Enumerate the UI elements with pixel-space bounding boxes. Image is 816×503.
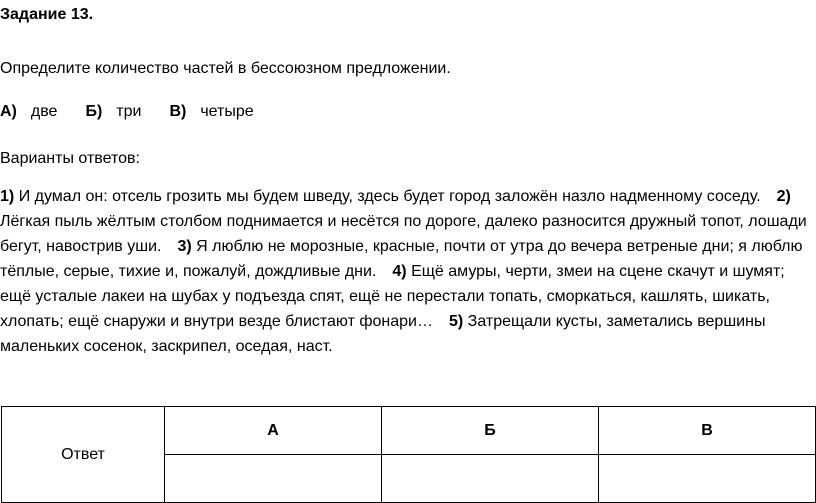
sentence-1-text: И думал он: отсель грозить мы будем шведу, здесь будет город заложён назло надменному соседу.: [18, 188, 761, 205]
sentence-2-number: 2): [776, 188, 791, 205]
answer-options: [0, 99, 254, 124]
answer-header-b: Б: [382, 407, 599, 455]
sentence-4-text: Ещё амуры, черти, змеи на сцене скачут и шумят; ещё усталые лакеи на шубах у подъезда спят, ещё не перестали топать, сморкаться, кашлять, шикать, хлопать; ещё снаружи и внутри везде блистают фонари…: [0, 263, 785, 330]
option-a-text: две: [30, 103, 58, 120]
task-instruction: Определите количество частей в бессоюзном предложении.: [0, 60, 451, 77]
task-title: Задание 13.: [0, 6, 94, 23]
answer-cell-a[interactable]: [165, 455, 382, 503]
sentence-5-text: Затрещали кусты, заметались вершины маленьких сосенок, заскрипел, оседая, наст.: [0, 313, 766, 355]
variants-label: Варианты ответов:: [0, 150, 140, 167]
sentence-3-text: Я люблю не морозные, красные, почти от утра до вечера ветреные дни; я люблю тёплые, серые, тихие и, пожалуй, дождливые дни.: [0, 238, 803, 280]
option-b-letter: Б): [85, 103, 103, 120]
answer-table: [1, 406, 816, 503]
answer-header-v: В: [599, 407, 816, 455]
option-c-letter: В): [169, 103, 187, 120]
sentences-paragraph: [0, 184, 814, 359]
answer-row-label: Ответ: [2, 407, 165, 503]
option-b-text: три: [116, 103, 142, 120]
answer-cell-v[interactable]: [599, 455, 816, 503]
sentence-2-text: Лёгкая пыль жёлтым столбом поднимается и несётся по дороге, далеко разносится дружный топот, лошади бегут, навострив уши.: [0, 213, 807, 255]
sentence-1-number: 1): [0, 188, 15, 205]
sentence-5-number: 5): [448, 313, 464, 330]
answer-header-a: А: [165, 407, 382, 455]
option-a-letter: А): [0, 103, 17, 120]
answer-cell-b[interactable]: [382, 455, 599, 503]
sentence-3-number: 3): [177, 238, 192, 255]
option-c-text: четыре: [200, 103, 254, 120]
sentence-4-number: 4): [392, 263, 407, 280]
